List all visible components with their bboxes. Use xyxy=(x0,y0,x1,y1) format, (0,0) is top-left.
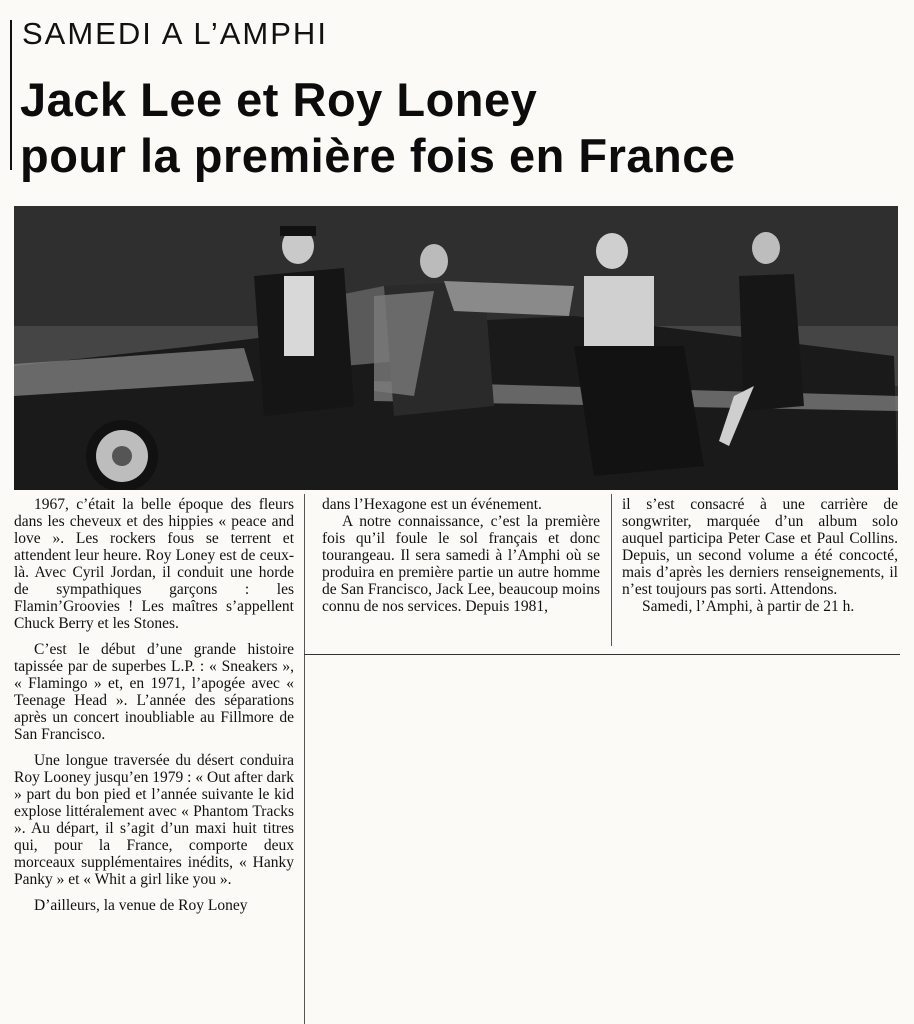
col2-para-1: dans l’Hexagone est un événement. xyxy=(322,496,542,513)
col1-para-3: Une longue traversée du désert conduira Roy Looney jusqu’en 1979 : « Out after dark » part du bon pied et l’année suivante le kid explose littéralement avec « Phantom Tracks ». Au départ, il s’agit d’un maxi huit titres qui, pour la France, comporte deux morceaux supplémentaires inédits, « Hanky Panky » et « Whit a girl like you ». xyxy=(14,752,294,888)
col2-para-2: A notre connaissance, c’est la première fois qu’il foule le sol français et donc tourangeau. Il sera samedi à l’Amphi où se produira en première partie un autre homme de San Francisco, Jack Lee, beaucoup moins connu de nos services. Depuis 1981, xyxy=(322,513,600,615)
article-end-rule xyxy=(304,654,900,655)
col3-para-1: il s’est consacré à une carrière de songwriter, marquée d’un album solo auquel participa Peter Case et Paul Collins. Depuis, un second volume a été concocté, mais d’après les derniers renseignements, il n’est toujours pas sorti. Attendons. xyxy=(622,496,898,598)
headline-line-2: pour la première fois en France xyxy=(20,129,736,182)
kicker-rule xyxy=(10,20,12,170)
column-divider-2 xyxy=(611,494,612,646)
kicker: SAMEDI A L’AMPHI xyxy=(22,16,328,51)
band-photo xyxy=(14,206,898,490)
col1-para-1: 1967, c’était la belle époque des fleurs dans les cheveux et des hippies « peace and love ». Les rockers fous se terrent et attendent leur heure. Roy Loney est de ceux-là. Avec Cyril Jordan, il conduit une horde de sympathiques garçons : les Flamin’Groovies ! Les maîtres s’appellent Chuck Berry et les Stones. xyxy=(14,496,294,632)
article-column-2 xyxy=(322,496,600,615)
col3-para-2: Samedi, l’Amphi, à partir de 21 h. xyxy=(642,598,855,615)
headline xyxy=(20,72,900,184)
col1-para-4: D’ailleurs, la venue de Roy Loney xyxy=(34,897,248,914)
band-photo-illustration xyxy=(14,206,898,490)
headline-line-1: Jack Lee et Roy Loney xyxy=(20,73,538,126)
col1-para-2: C’est le début d’une grande histoire tapissée par de superbes L.P. : « Sneakers », « Flamingo » et, en 1971, l’apogée avec « Teenage Head ». L’année des séparations après un concert inoubliable au Fillmore de San Francisco. xyxy=(14,641,294,743)
column-divider-1 xyxy=(304,494,305,1024)
article-column-3 xyxy=(622,496,898,615)
article-column-1 xyxy=(14,496,294,914)
